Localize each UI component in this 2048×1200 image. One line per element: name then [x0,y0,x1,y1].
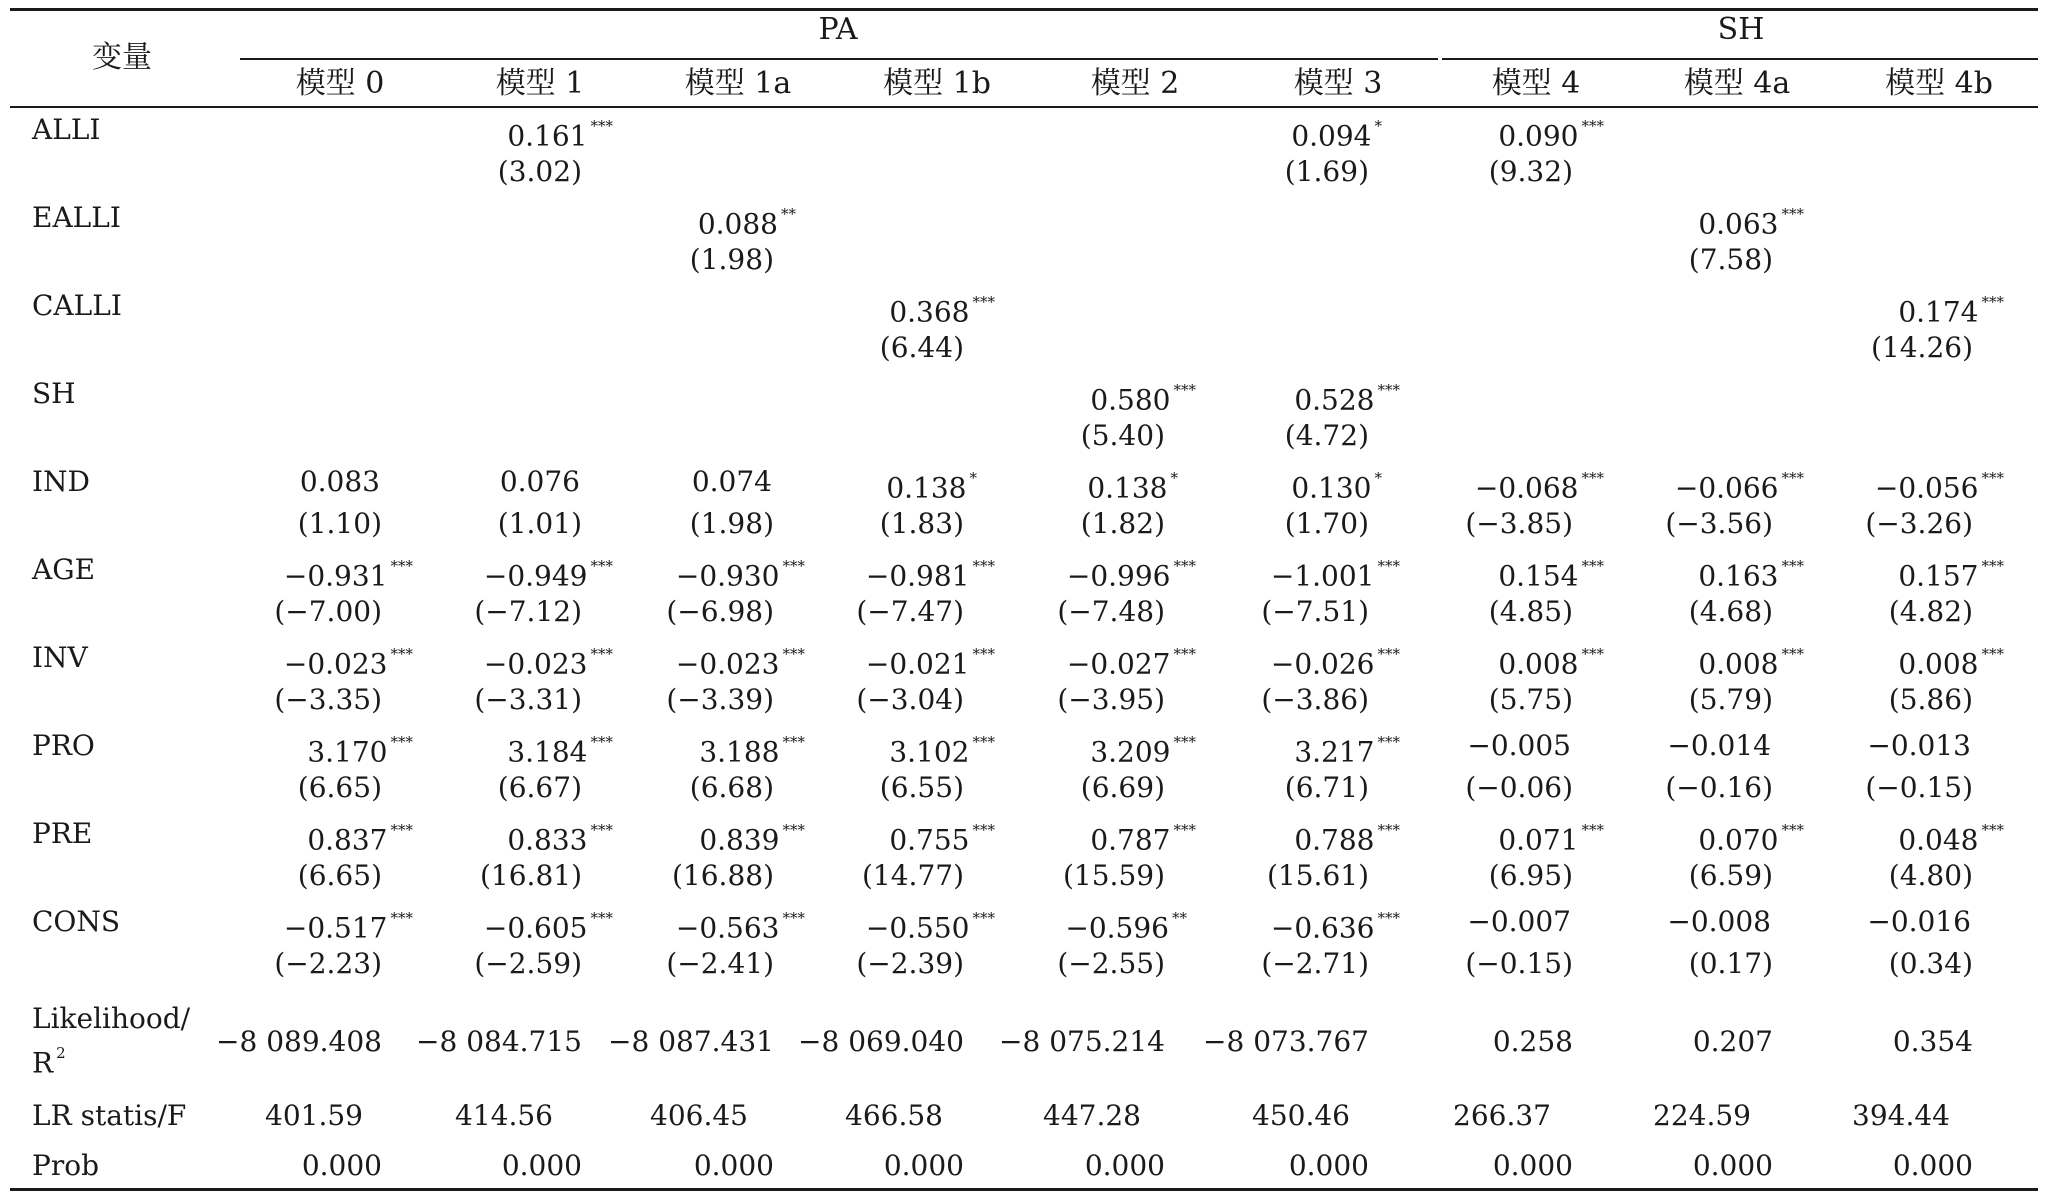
significance-stars: *** [1377,557,1400,575]
t-statistic: (6.67) [497,771,582,804]
coefficient: 0.833 *** [507,821,613,857]
top-rule [10,8,2038,11]
coefficient: −0.023 *** [283,645,413,681]
coefficient: −0.056 *** [1874,469,2004,505]
significance-stars: *** [1981,469,2004,487]
coefficient: 0.787 *** [1090,821,1196,857]
coefficient: −0.008 [1667,905,1771,938]
prob-value: 0.000 [693,1149,774,1182]
model-header: 模型 4 [1491,66,1581,101]
significance-stars: ** [781,205,796,223]
t-statistic: (0.34) [1888,947,1973,980]
t-statistic: (6.71) [1284,771,1369,804]
t-statistic: (−3.56) [1665,507,1773,540]
t-statistic: (16.81) [479,859,582,892]
t-statistic: (6.65) [297,859,382,892]
coefficient: 0.130 * [1291,469,1382,505]
t-statistic: (−2.41) [666,947,774,980]
group-rule-pa [240,58,1438,60]
significance-stars: *** [782,557,805,575]
group-header-sh: SH [1717,12,1765,47]
t-statistic: (6.65) [297,771,382,804]
significance-stars: *** [390,557,413,575]
t-statistic: (−7.48) [1057,595,1165,628]
row-label-pro: PRO [32,729,95,762]
coefficient: 3.217 *** [1294,733,1400,769]
t-statistic: (−3.85) [1465,507,1573,540]
significance-stars: * [969,469,977,487]
coefficient: 0.088 ** [697,205,796,241]
significance-stars: *** [1581,469,1604,487]
significance-stars: *** [1173,733,1196,751]
coefficient: 3.209 *** [1090,733,1196,769]
t-statistic: (4.68) [1688,595,1773,628]
lr-value: 401.59 [265,1099,363,1132]
coefficient: −0.026 *** [1270,645,1400,681]
significance-stars: *** [1377,645,1400,663]
coefficient: 3.170 *** [307,733,413,769]
t-statistic: (1.70) [1284,507,1369,540]
t-statistic: (6.55) [879,771,964,804]
t-statistic: (−0.15) [1865,771,1973,804]
coefficient: −0.596 ** [1065,909,1187,945]
coefficient: −0.021 *** [865,645,995,681]
likelihood-value: −8 069.040 [798,1025,964,1058]
coefficient: −0.016 [1867,905,1971,938]
model-header: 模型 0 [295,66,385,101]
t-statistic: (16.88) [671,859,774,892]
t-statistic: (−3.86) [1261,683,1369,716]
significance-stars: *** [590,645,613,663]
row-label-inv: INV [32,641,88,674]
coefficient: 0.048 *** [1898,821,2004,857]
t-statistic: (1.01) [497,507,582,540]
significance-stars: ** [1172,909,1187,927]
likelihood-value: 0.207 [1692,1025,1773,1058]
significance-stars: *** [1781,645,1804,663]
significance-stars: *** [972,293,995,311]
t-statistic: (1.69) [1284,155,1369,188]
coefficient: −0.023 *** [675,645,805,681]
lr-value: 466.58 [845,1099,943,1132]
t-statistic: (−7.00) [274,595,382,628]
significance-stars: *** [390,645,413,663]
coefficient: 0.839 *** [699,821,805,857]
t-statistic: (−3.04) [856,683,964,716]
likelihood-value: 0.258 [1492,1025,1573,1058]
t-statistic: (6.69) [1080,771,1165,804]
t-statistic: (14.77) [861,859,964,892]
significance-stars: *** [1781,205,1804,223]
significance-stars: *** [972,557,995,575]
lr-value: 394.44 [1852,1099,1950,1132]
row-label-prob: Prob [32,1149,100,1182]
group-header-pa: PA [818,12,858,47]
t-statistic: (4.82) [1888,595,1973,628]
row-label-alli: ALLI [32,113,101,146]
significance-stars: *** [972,645,995,663]
likelihood-value: 0.354 [1892,1025,1973,1058]
t-statistic: (6.68) [689,771,774,804]
model-header: 模型 1b [883,66,991,101]
significance-stars: *** [1173,557,1196,575]
lr-value: 447.28 [1043,1099,1141,1132]
coefficient: −1.001 *** [1270,557,1400,593]
coefficient: −0.068 *** [1474,469,1604,505]
coefficient: −0.517 *** [283,909,413,945]
prob-value: 0.000 [301,1149,382,1182]
row-label-sh: SH [32,377,76,410]
row-label-ind: IND [32,465,91,498]
row-label-age: AGE [32,553,96,586]
group-rule-sh [1442,58,2038,60]
t-statistic: (6.95) [1488,859,1573,892]
significance-stars: *** [972,733,995,751]
likelihood-value: −8 087.431 [608,1025,774,1058]
header-rule [10,106,2038,108]
significance-stars: *** [972,821,995,839]
significance-stars: *** [1981,293,2004,311]
prob-value: 0.000 [1892,1149,1973,1182]
coefficient: −0.930 *** [675,557,805,593]
significance-stars: * [1374,117,1382,135]
coefficient: −0.563 *** [675,909,805,945]
coefficient: −0.013 [1867,729,1971,762]
coefficient: −0.550 *** [865,909,995,945]
t-statistic: (−6.98) [666,595,774,628]
t-statistic: (4.80) [1888,859,1973,892]
t-statistic: (6.59) [1688,859,1773,892]
row-label-lr: LR statis/F [32,1099,187,1132]
significance-stars: *** [1377,909,1400,927]
prob-value: 0.000 [501,1149,582,1182]
coefficient: −0.007 [1467,905,1571,938]
coefficient: −0.605 *** [483,909,613,945]
significance-stars: *** [590,821,613,839]
t-statistic: (15.59) [1062,859,1165,892]
coefficient: 0.083 [299,465,380,498]
t-statistic: (1.82) [1080,507,1165,540]
significance-stars: *** [972,909,995,927]
t-statistic: (9.32) [1488,155,1573,188]
likelihood-value: −8 084.715 [416,1025,582,1058]
coefficient: 0.063 *** [1698,205,1804,241]
superscript: 2 [56,1044,66,1062]
coefficient: 0.174 *** [1898,293,2004,329]
lr-value: 266.37 [1453,1099,1551,1132]
lr-value: 414.56 [455,1099,553,1132]
t-statistic: (1.10) [297,507,382,540]
lr-value: 406.45 [650,1099,748,1132]
t-statistic: (6.44) [879,331,964,364]
coefficient: 0.008 *** [1498,645,1604,681]
significance-stars: *** [1581,821,1604,839]
coefficient: −0.014 [1667,729,1771,762]
significance-stars: *** [590,733,613,751]
significance-stars: *** [782,909,805,927]
significance-stars: *** [1981,645,2004,663]
t-statistic: (−3.26) [1865,507,1973,540]
t-statistic: (7.58) [1688,243,1773,276]
significance-stars: *** [590,557,613,575]
t-statistic: (−7.12) [474,595,582,628]
significance-stars: *** [782,645,805,663]
coefficient: 0.094 * [1291,117,1382,153]
significance-stars: *** [390,733,413,751]
coefficient: 0.138 * [886,469,977,505]
significance-stars: *** [1581,645,1604,663]
significance-stars: *** [590,117,613,135]
significance-stars: *** [1781,821,1804,839]
coefficient: 0.074 [691,465,772,498]
significance-stars: *** [1981,821,2004,839]
prob-value: 0.000 [1492,1149,1573,1182]
t-statistic: (−3.31) [474,683,582,716]
model-header: 模型 1 [495,66,585,101]
significance-stars: *** [1377,733,1400,751]
t-statistic: (0.17) [1688,947,1773,980]
prob-value: 0.000 [883,1149,964,1182]
significance-stars: *** [1173,381,1196,399]
row-label-pre: PRE [32,817,93,850]
coefficient: 0.090 *** [1498,117,1604,153]
coefficient: 3.102 *** [889,733,995,769]
coefficient: −0.023 *** [483,645,613,681]
coefficient: −0.027 *** [1066,645,1196,681]
coefficient: 0.138 * [1087,469,1178,505]
t-statistic: (3.02) [497,155,582,188]
significance-stars: *** [1173,821,1196,839]
coefficient: 0.755 *** [889,821,995,857]
likelihood-value: −8 075.214 [999,1025,1165,1058]
coefficient: −0.005 [1467,729,1571,762]
model-header: 模型 4a [1683,66,1791,101]
t-statistic: (5.86) [1888,683,1973,716]
coefficient: 0.788 *** [1294,821,1400,857]
significance-stars: *** [1377,821,1400,839]
prob-value: 0.000 [1084,1149,1165,1182]
coefficient: −0.996 *** [1066,557,1196,593]
t-statistic: (−0.16) [1665,771,1773,804]
row-label-ealli: EALLI [32,201,121,234]
t-statistic: (−0.06) [1465,771,1573,804]
row-label-likelihood: Likelihood/ R $^2$ [32,1002,191,1080]
significance-stars: *** [390,909,413,927]
coefficient: −0.949 *** [483,557,613,593]
coefficient: −0.981 *** [865,557,995,593]
significance-stars: * [1374,469,1382,487]
coefficient: 0.071 *** [1498,821,1604,857]
lr-value: 224.59 [1653,1099,1751,1132]
significance-stars: *** [1781,469,1804,487]
coefficient: −0.066 *** [1674,469,1804,505]
coefficient: 3.184 *** [507,733,613,769]
t-statistic: (14.26) [1870,331,1973,364]
t-statistic: (4.85) [1488,595,1573,628]
coefficient: 3.188 *** [699,733,805,769]
prob-value: 0.000 [1288,1149,1369,1182]
t-statistic: (1.83) [879,507,964,540]
significance-stars: *** [1581,557,1604,575]
significance-stars: *** [782,821,805,839]
coefficient: 0.008 *** [1698,645,1804,681]
t-statistic: (5.79) [1688,683,1773,716]
coefficient: 0.163 *** [1698,557,1804,593]
significance-stars: *** [1981,557,2004,575]
coefficient: −0.636 *** [1270,909,1400,945]
coefficient: 0.161 *** [507,117,613,153]
t-statistic: (5.40) [1080,419,1165,452]
coefficient: 0.076 [499,465,580,498]
coefficient: 0.580 *** [1090,381,1196,417]
significance-stars: *** [590,909,613,927]
t-statistic: (−3.95) [1057,683,1165,716]
coefficient: 0.008 *** [1898,645,2004,681]
significance-stars: *** [1581,117,1604,135]
bottom-rule [10,1188,2038,1191]
t-statistic: (−3.35) [274,683,382,716]
coefficient: 0.368 *** [889,293,995,329]
likelihood-value: −8 073.767 [1203,1025,1369,1058]
coefficient: −0.931 *** [283,557,413,593]
model-header: 模型 2 [1090,66,1180,101]
significance-stars: *** [390,821,413,839]
t-statistic: (4.72) [1284,419,1369,452]
significance-stars: * [1170,469,1178,487]
significance-stars: *** [1781,557,1804,575]
t-statistic: (5.75) [1488,683,1573,716]
t-statistic: (1.98) [689,507,774,540]
corner-label: 变量 [92,40,152,75]
model-header: 模型 3 [1293,66,1383,101]
t-statistic: (−2.23) [274,947,382,980]
coefficient: 0.070 *** [1698,821,1804,857]
significance-stars: *** [1173,645,1196,663]
t-statistic: (1.98) [689,243,774,276]
row-label-calli: CALLI [32,289,122,322]
t-statistic: (−7.47) [856,595,964,628]
likelihood-value: −8 089.408 [216,1025,382,1058]
t-statistic: (−3.39) [666,683,774,716]
coefficient: 0.837 *** [307,821,413,857]
model-header: 模型 1a [684,66,792,101]
t-statistic: (−2.59) [474,947,582,980]
coefficient: 0.157 *** [1898,557,2004,593]
coefficient: 0.528 *** [1294,381,1400,417]
model-header: 模型 4b [1885,66,1993,101]
t-statistic: (15.61) [1266,859,1369,892]
prob-value: 0.000 [1692,1149,1773,1182]
t-statistic: (−2.55) [1057,947,1165,980]
t-statistic: (−2.39) [856,947,964,980]
t-statistic: (−7.51) [1261,595,1369,628]
lr-value: 450.46 [1252,1099,1350,1132]
significance-stars: *** [782,733,805,751]
significance-stars: *** [1377,381,1400,399]
coefficient: 0.154 *** [1498,557,1604,593]
t-statistic: (−2.71) [1261,947,1369,980]
t-statistic: (−0.15) [1465,947,1573,980]
row-label-cons: CONS [32,905,121,938]
